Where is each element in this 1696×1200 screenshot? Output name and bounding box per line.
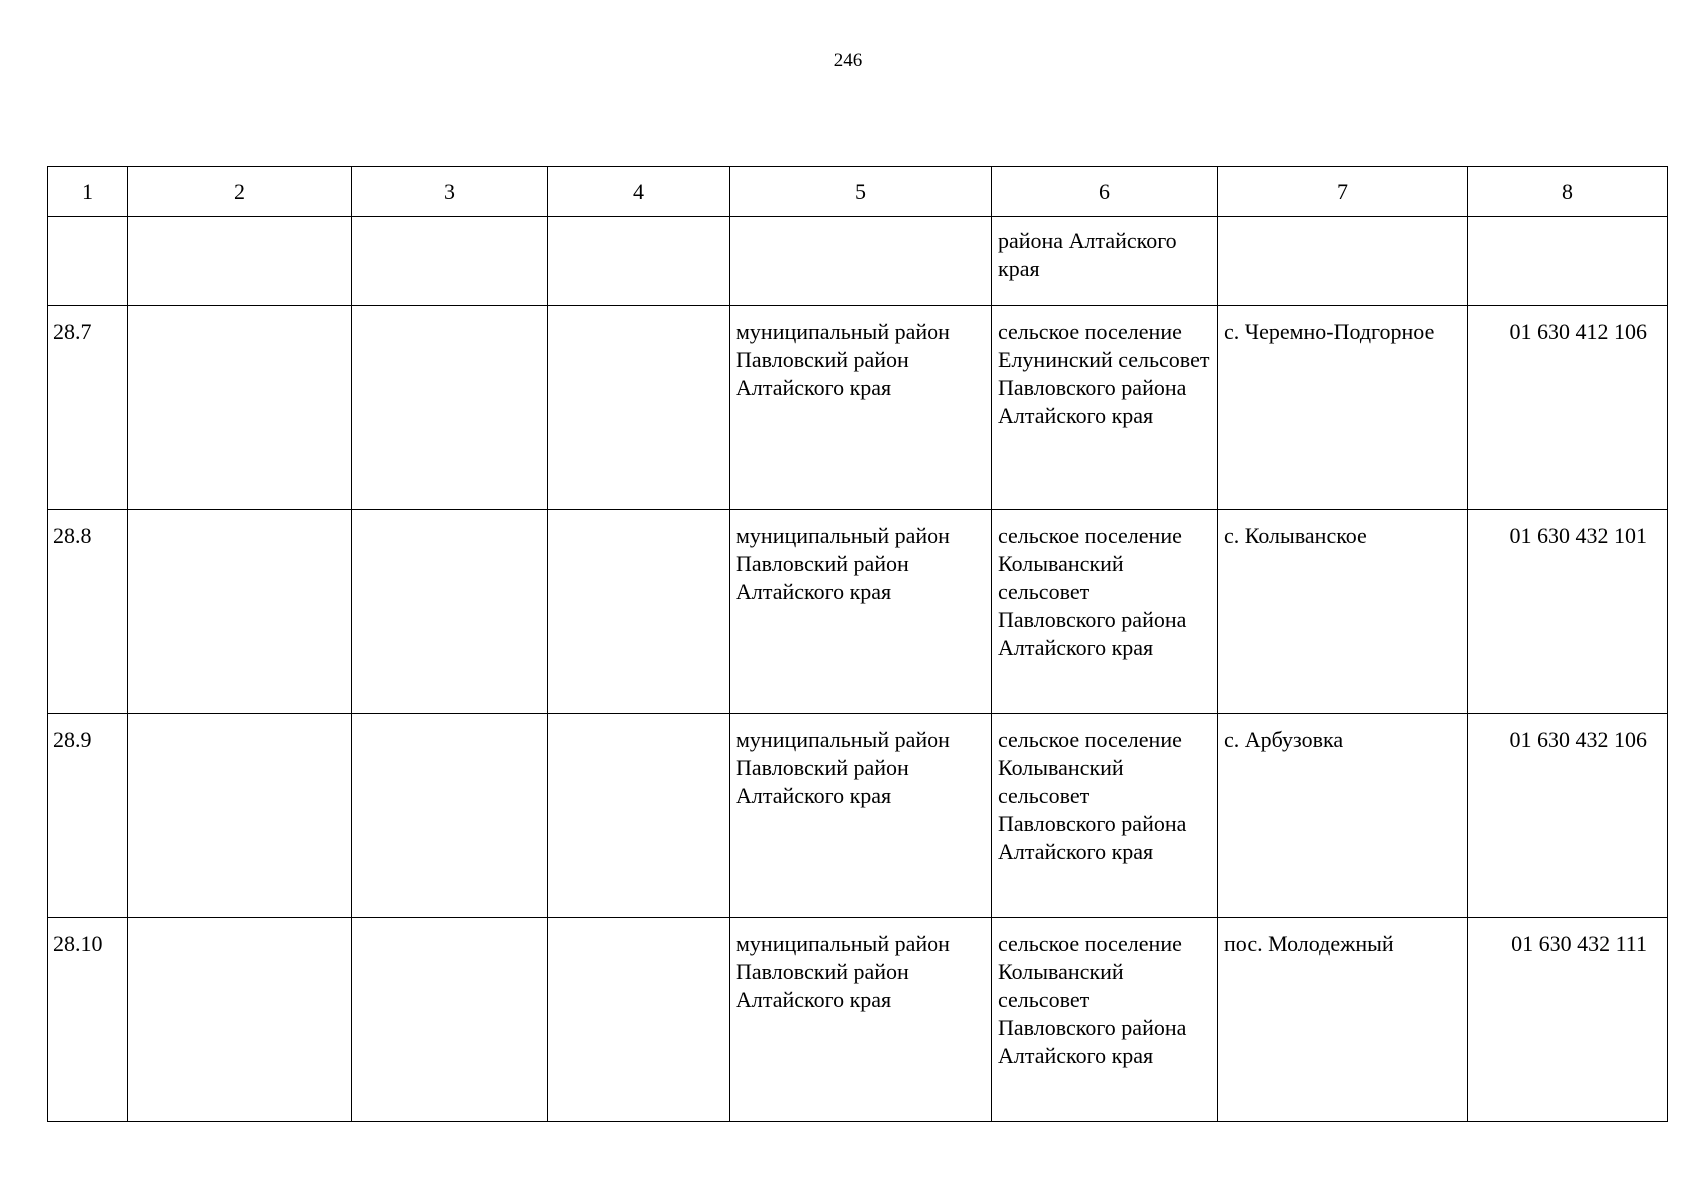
settlement-cell: сельское поселение Колыванский сельсовет Павловского района Алтайского края <box>992 510 1218 714</box>
locality-cell: с. Арбузовка <box>1218 714 1468 918</box>
table-cell <box>548 217 730 306</box>
code-cell: 01 630 432 101 <box>1468 510 1668 714</box>
column-header-5: 5 <box>730 167 992 217</box>
table-cell <box>48 217 128 306</box>
register-table <box>47 166 1668 1122</box>
table-cell <box>352 306 548 510</box>
locality-cell: с. Черемно-Подгорное <box>1218 306 1468 510</box>
table-cell <box>1468 217 1668 306</box>
column-header-8: 8 <box>1468 167 1668 217</box>
table-row <box>48 306 1668 510</box>
settlement-cell: района Алтайского края <box>992 217 1218 306</box>
table-cell <box>548 306 730 510</box>
table-cell <box>548 510 730 714</box>
table-cell <box>128 510 352 714</box>
table-row <box>48 714 1668 918</box>
settlement-cell: сельское поселение Елунинский сельсовет Павловского района Алтайского края <box>992 306 1218 510</box>
locality-cell: пос. Молодежный <box>1218 918 1468 1122</box>
table-cell <box>352 217 548 306</box>
column-header-4: 4 <box>548 167 730 217</box>
row-number: 28.10 <box>48 918 128 1122</box>
district-cell: муниципальный район Павловский район Алтайского края <box>730 306 992 510</box>
code-cell: 01 630 432 106 <box>1468 714 1668 918</box>
continuation-row <box>48 217 1668 306</box>
code-cell: 01 630 412 106 <box>1468 306 1668 510</box>
table-cell <box>548 714 730 918</box>
header-row <box>48 167 1668 217</box>
column-header-2: 2 <box>128 167 352 217</box>
table-cell <box>128 918 352 1122</box>
table-cell <box>548 918 730 1122</box>
district-cell: муниципальный район Павловский район Алтайского края <box>730 918 992 1122</box>
row-number: 28.8 <box>48 510 128 714</box>
column-header-1: 1 <box>48 167 128 217</box>
page-number: 246 <box>833 50 863 71</box>
table-cell <box>730 217 992 306</box>
table-cell <box>352 714 548 918</box>
table-row <box>48 510 1668 714</box>
column-header-3: 3 <box>352 167 548 217</box>
table-row <box>48 918 1668 1122</box>
row-number: 28.9 <box>48 714 128 918</box>
row-number: 28.7 <box>48 306 128 510</box>
column-header-7: 7 <box>1218 167 1468 217</box>
table-cell <box>128 306 352 510</box>
settlement-cell: сельское поселение Колыванский сельсовет Павловского района Алтайского края <box>992 714 1218 918</box>
settlement-cell: сельское поселение Колыванский сельсовет Павловского района Алтайского края <box>992 918 1218 1122</box>
column-header-6: 6 <box>992 167 1218 217</box>
table-cell <box>1218 217 1468 306</box>
table-cell <box>128 714 352 918</box>
locality-cell: с. Колыванское <box>1218 510 1468 714</box>
table-cell <box>352 918 548 1122</box>
district-cell: муниципальный район Павловский район Алтайского края <box>730 714 992 918</box>
table-cell <box>352 510 548 714</box>
table-cell <box>128 217 352 306</box>
district-cell: муниципальный район Павловский район Алтайского края <box>730 510 992 714</box>
code-cell: 01 630 432 111 <box>1468 918 1668 1122</box>
